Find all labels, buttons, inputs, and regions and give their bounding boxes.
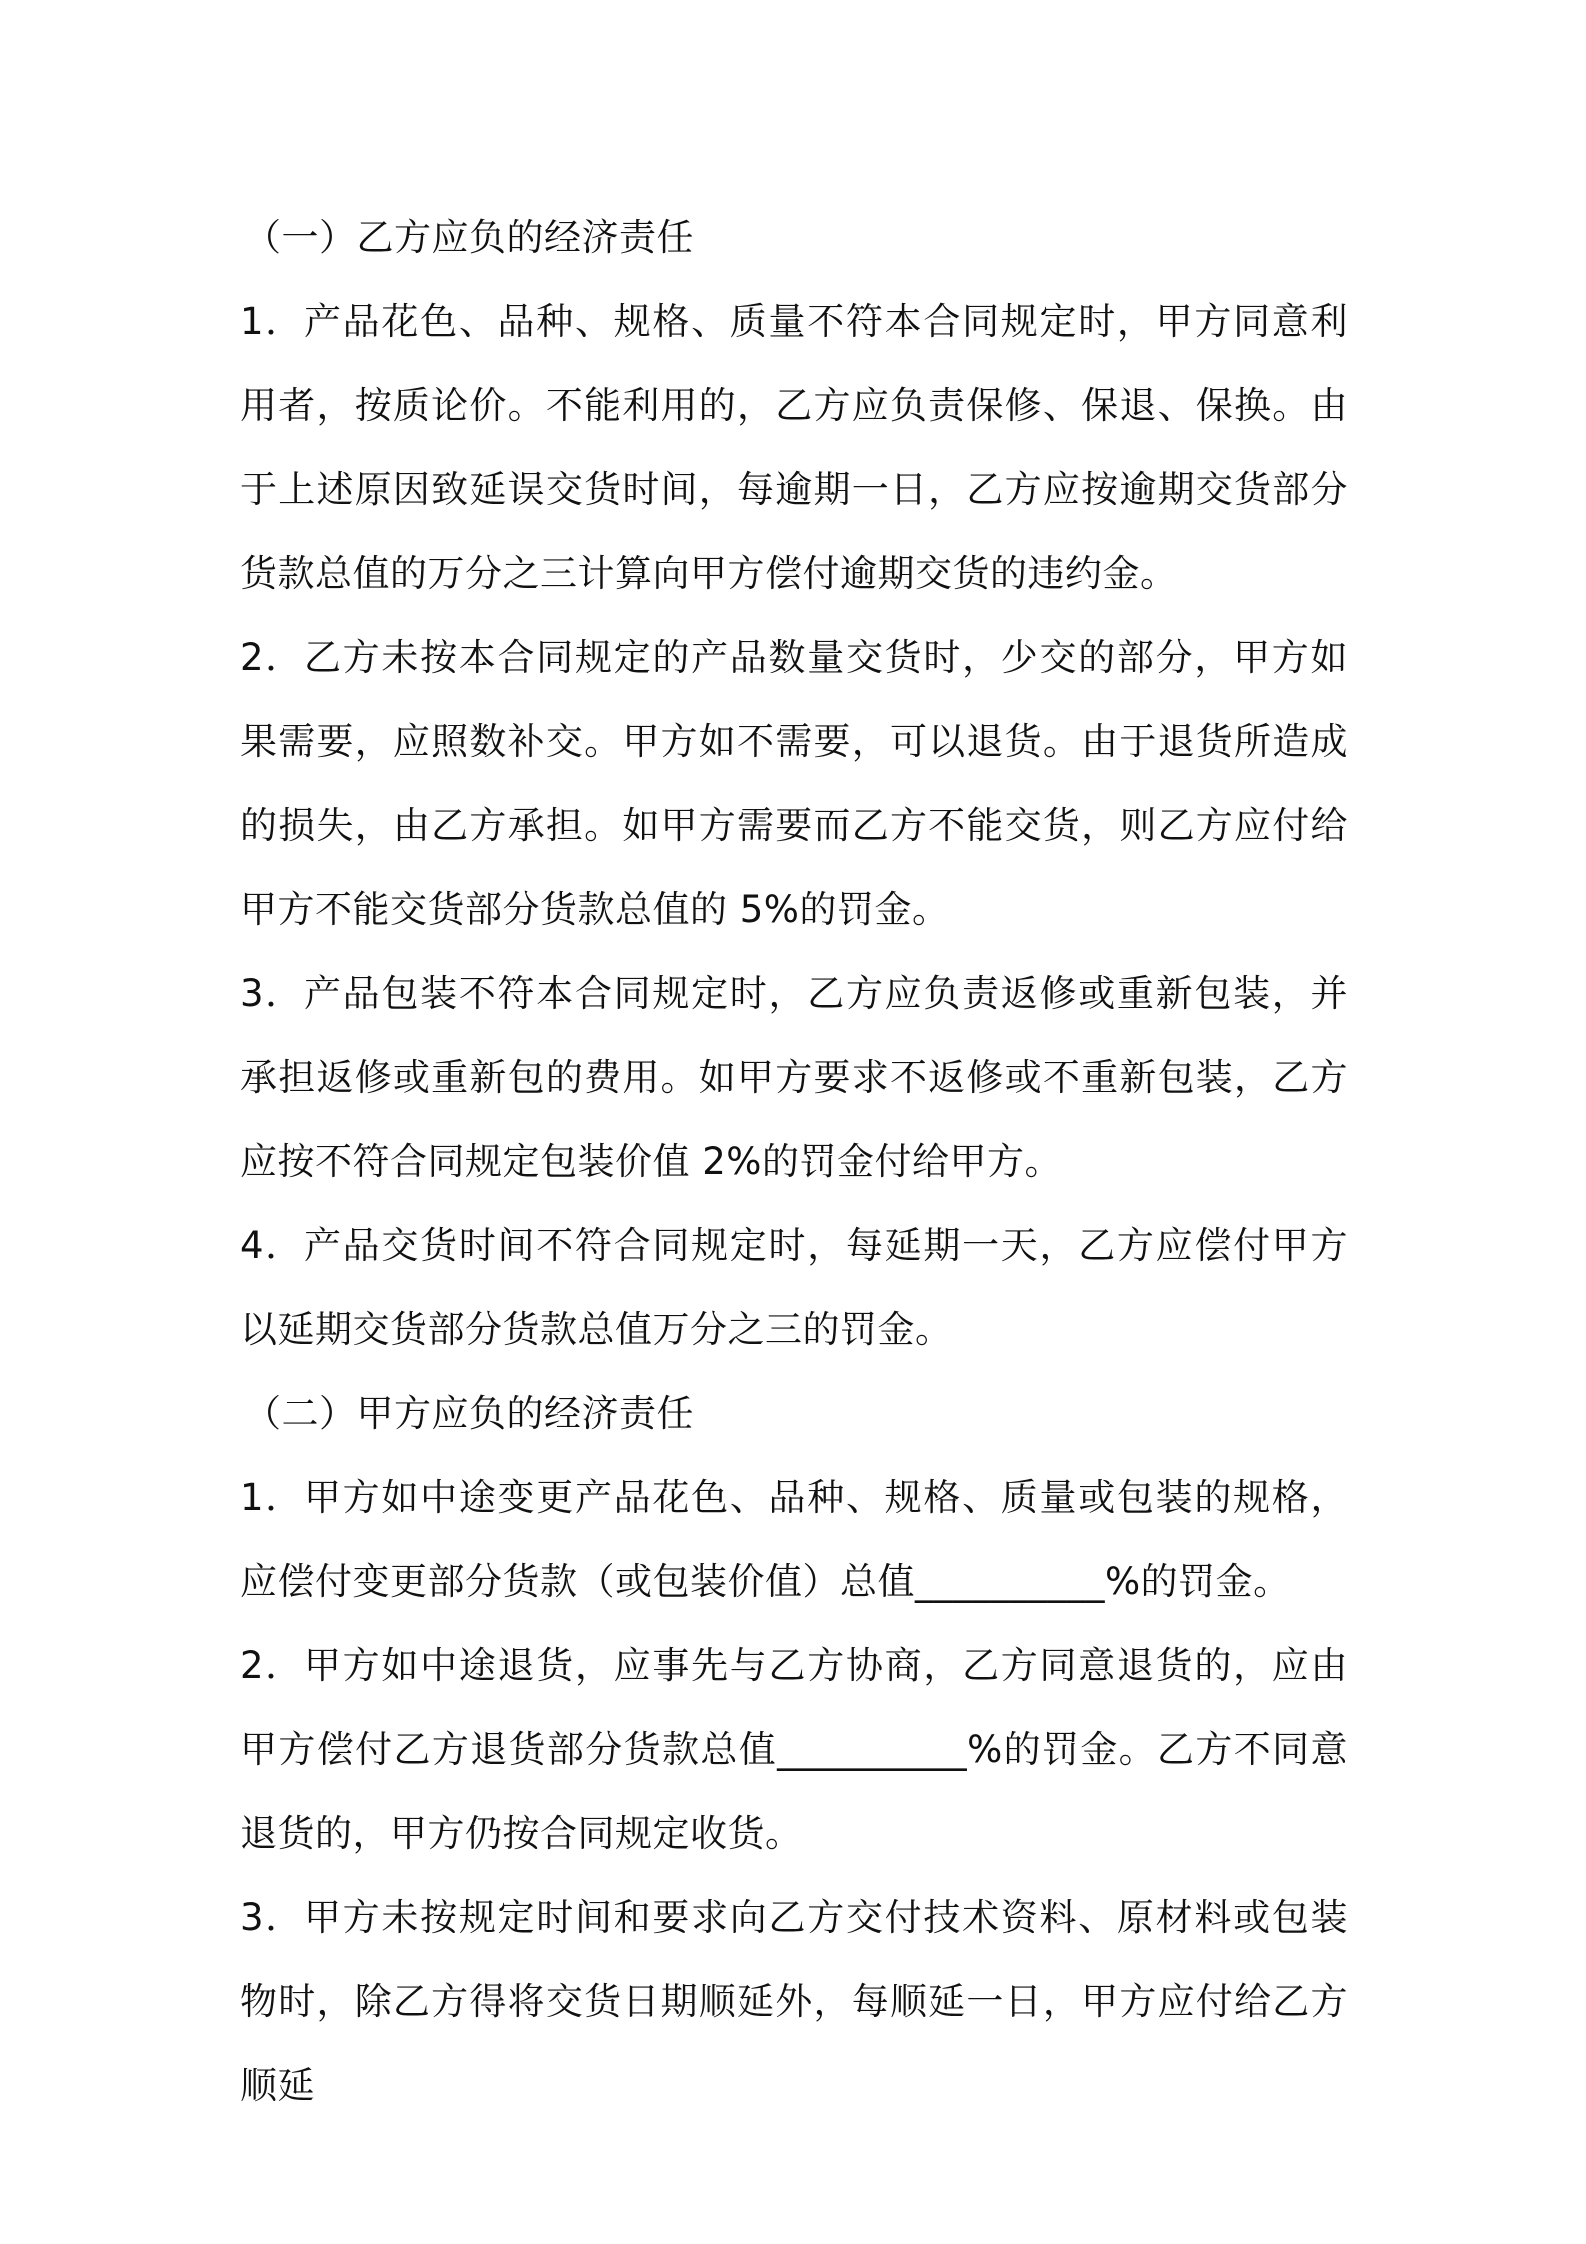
section-two-item-3: 3．甲方未按规定时间和要求向乙方交付技术资料、原材料或包装物时，除乙方得将交货日期顺延外，每顺延一日，甲方应付给乙方顺延 bbox=[240, 1896, 1348, 2107]
section-one-item-3: 3．产品包装不符本合同规定时，乙方应负责返修或重新包装，并承担返修或重新包的费用。如甲方要求不返修或不重新包装，乙方应按不符合同规定包装价值 2%的罚金付给甲方。 bbox=[240, 972, 1348, 1183]
document-body bbox=[240, 196, 1348, 2128]
section-one-item-4: 4．产品交货时间不符合同规定时，每延期一天，乙方应偿付甲方以延期交货部分货款总值万分之三的罚金。 bbox=[240, 1224, 1348, 1351]
section-two-heading: （二）甲方应负的经济责任 bbox=[244, 1392, 694, 1435]
section-one-heading: （一）乙方应负的经济责任 bbox=[244, 216, 694, 259]
section-one-item-2: 2．乙方未按本合同规定的产品数量交货时，少交的部分，甲方如果需要，应照数补交。甲方如不需要，可以退货。由于退货所造成的损失，由乙方承担。如甲方需要而乙方不能交货，则乙方应付给甲方不能交货部分货款总值的 5%的罚金。 bbox=[240, 636, 1348, 931]
section-two-item-2: 2．甲方如中途退货，应事先与乙方协商，乙方同意退货的，应由甲方偿付乙方退货部分货款总值__________%的罚金。乙方不同意退货的，甲方仍按合同规定收货。 bbox=[240, 1644, 1348, 1855]
section-two-item-1: 1．甲方如中途变更产品花色、品种、规格、质量或包装的规格，应偿付变更部分货款（或包装价值）总值__________%的罚金。 bbox=[240, 1476, 1348, 1603]
section-one-item-1: 1．产品花色、品种、规格、质量不符本合同规定时，甲方同意利用者，按质论价。不能利用的，乙方应负责保修、保退、保换。由于上述原因致延误交货时间，每逾期一日，乙方应按逾期交货部分货款总值的万分之三计算向甲方偿付逾期交货的违约金。 bbox=[240, 300, 1348, 595]
